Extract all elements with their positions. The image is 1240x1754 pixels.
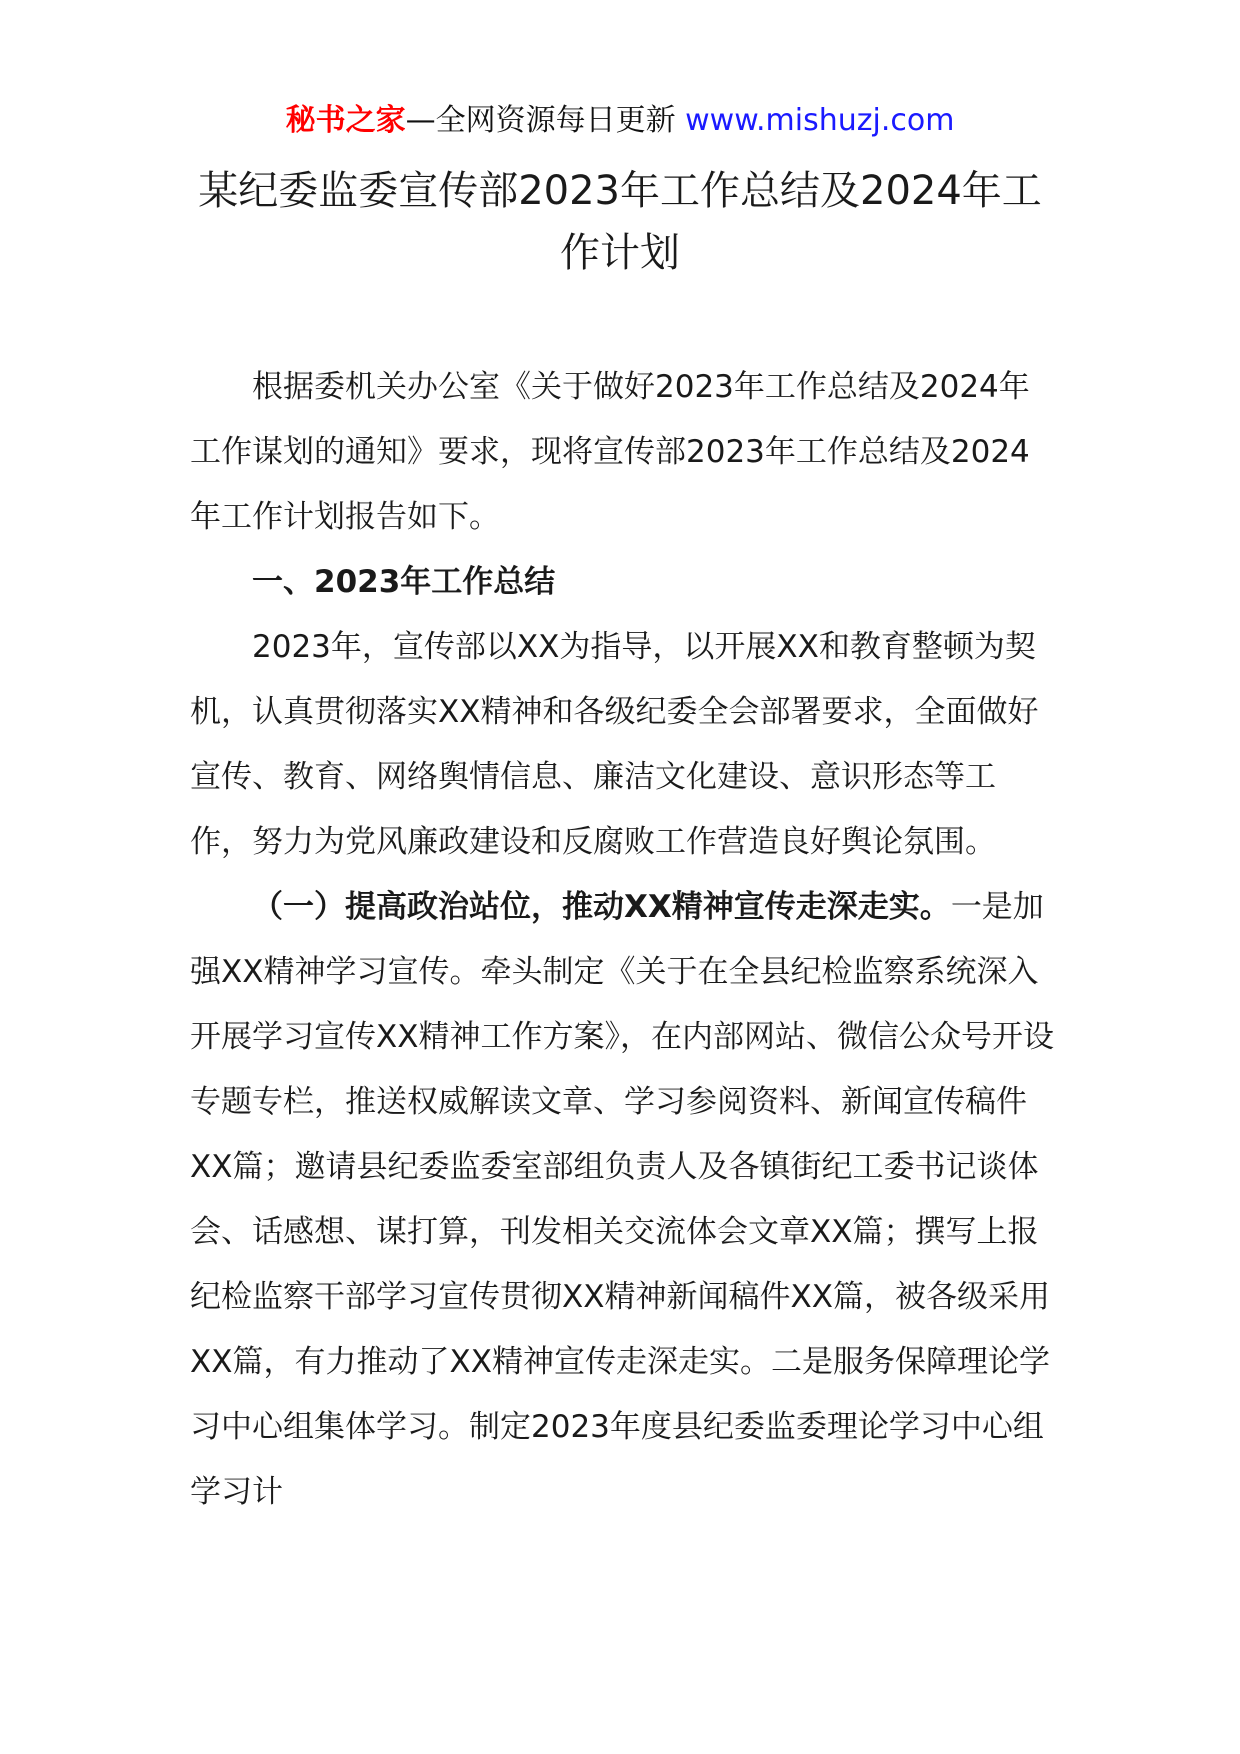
- watermark-header: [0, 100, 1240, 142]
- header-tagline: —全网资源每日更新: [405, 103, 686, 138]
- section-heading: 一、2023年工作总结: [252, 564, 556, 600]
- intro-paragraph: 根据委机关办公室《关于做好2023年工作总结及2024年工作谋划的通知》要求，现将宣传部2023年工作总结及2024年工作计划报告如下。: [190, 369, 1030, 535]
- document-body: [190, 355, 1055, 1525]
- website-link[interactable]: www.mishuzj.com: [685, 103, 955, 138]
- subsection-paragraph: [190, 875, 1055, 1525]
- subsection-heading: （一）提高政治站位，推动XX精神宣传走深走实。: [252, 889, 951, 925]
- document-title: 某纪委监委宣传部2023年工作总结及2024年工作计划: [198, 168, 1042, 276]
- subsection-body: 一是加强XX精神学习宣传。牵头制定《关于在全县纪检监察系统深入开展学习宣传XX精神工作方案》，在内部网站、微信公众号开设专题专栏，推送权威解读文章、学习参阅资料、新闻宣传稿件XX篇；邀请县纪委监委室部组负责人及各镇街纪工委书记谈体会、话感想、谋打算，刊发相关交流体会文章XX篇；撰写上报纪检监察干部学习宣传贯彻XX精神新闻稿件XX篇，被各级采用XX篇，有力推动了XX精神宣传走深走实。二是服务保障理论学习中心组集体学习。制定2023年度县纪委监委理论学习中心组学习计: [190, 889, 1054, 1510]
- brand-name: 秘书之家: [285, 103, 406, 138]
- section-paragraph: 2023年，宣传部以XX为指导，以开展XX和教育整顿为契机，认真贯彻落实XX精神和各级纪委全会部署要求，全面做好宣传、教育、网络舆情信息、廉洁文化建设、意识形态等工作，努力为党风廉政建设和反腐败工作营造良好舆论氛围。: [190, 629, 1039, 860]
